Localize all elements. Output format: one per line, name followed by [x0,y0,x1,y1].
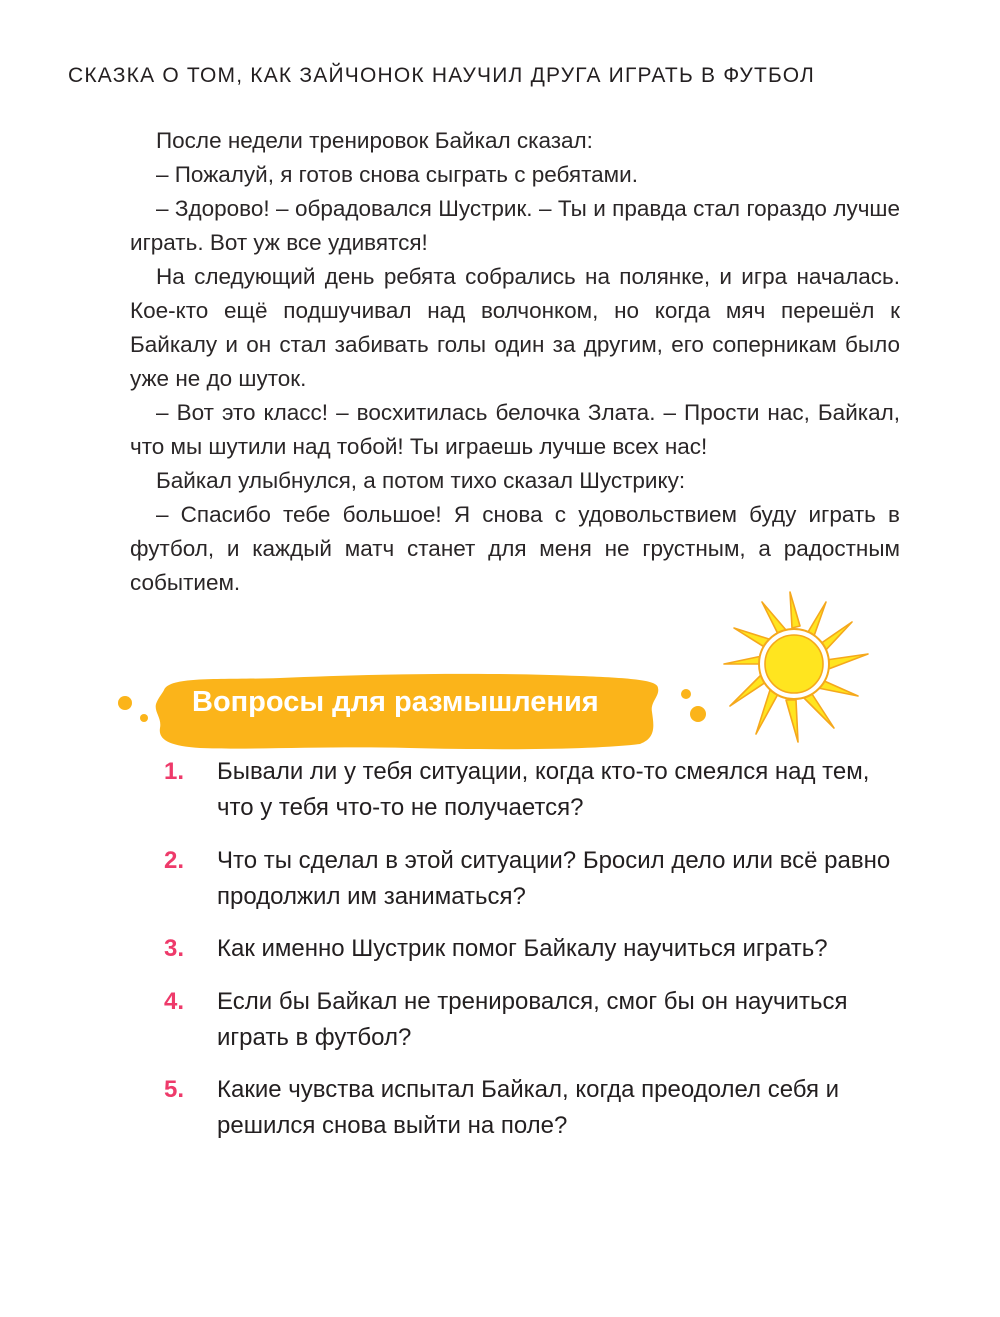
story-paragraph: – Вот это класс! – восхитилась белочка Злата. – Прости нас, Байкал, что мы шутили над тобой! Ты играешь лучше всех нас! [130,400,900,459]
question-item [164,1072,904,1144]
sun-icon [722,588,872,748]
question-text: Что ты сделал в этой ситуации? Бросил дело или всё равно продолжил им заниматься? [217,846,891,910]
story-paragraph: Байкал улыбнулся, а потом тихо сказал Шустрику: [156,468,686,493]
story-paragraph: После недели тренировок Байкал сказал: [156,128,593,153]
story-text [130,124,900,600]
question-number: 5. [164,1076,185,1103]
question-item [164,984,904,1056]
question-item [164,754,904,826]
question-number: 3. [164,935,185,962]
running-title: СКАЗКА О ТОМ, КАК ЗАЙЧОНОК НАУЧИЛ ДРУГА ИГРАТЬ В ФУТБОЛ [68,64,816,87]
question-text: Какие чувства испытал Байкал, когда преодолел себя и решился снова выйти на поле? [217,1076,840,1139]
question-number: 2. [164,846,185,874]
questions-heading: Вопросы для размышления [192,686,599,718]
story-paragraph: – Пожалуй, я готов снова сыграть с ребятами. [156,162,638,187]
story-paragraph: – Спасибо тебе большое! Я снова с удовольствием буду играть в футбол, и каждый матч станет для меня не грустным, а радостным событием. [130,502,900,595]
question-item [164,931,904,967]
question-number: 4. [164,987,185,1015]
question-text: Как именно Шустрик помог Байкалу научиться играть? [217,935,828,962]
question-text: Если бы Байкал не тренировался, смог бы он научиться играть в футбол? [217,987,848,1051]
questions-heading-banner [110,668,720,758]
question-text: Бывали ли у тебя ситуации, когда кто-то смеялся над тем, что у тебя что-то не получается? [217,758,870,821]
question-number: 1. [164,758,185,785]
story-paragraph: – Здорово! – обрадовался Шустрик. – Ты и правда стал гораздо лучше играть. Вот уж все удивятся! [130,196,900,255]
story-paragraph: На следующий день ребята собрались на полянке, и игра началась. Кое-кто ещё подшучивал над волчонком, но когда мяч перешёл к Байкалу и он стал забивать голы один за другим, его соперникам было уже не до шуток. [130,264,900,391]
question-item [164,843,904,915]
questions-list [164,754,904,1161]
